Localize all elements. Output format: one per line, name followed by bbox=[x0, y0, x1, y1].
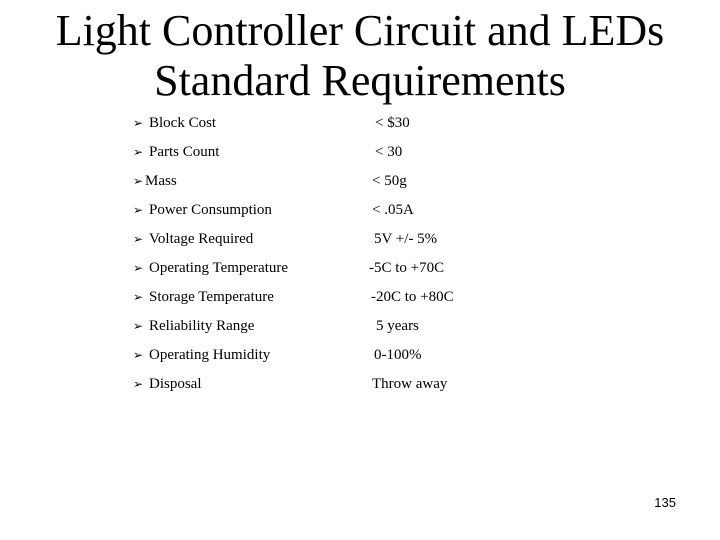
requirement-value: -5C to +70C bbox=[369, 260, 445, 276]
requirement-label: Reliability Range bbox=[149, 318, 255, 334]
requirement-row-operating-humidity bbox=[133, 345, 553, 374]
requirement-label: Operating Temperature bbox=[149, 260, 289, 276]
slide-title-line-2: Standard Requirements bbox=[154, 56, 566, 105]
arrow-bullet-icon: ➢ bbox=[133, 174, 144, 188]
requirement-value: < 50g bbox=[372, 173, 407, 189]
requirement-value: < .05A bbox=[372, 202, 414, 218]
requirement-label: Block Cost bbox=[149, 115, 217, 131]
arrow-bullet-icon: ➢ bbox=[133, 319, 144, 333]
requirement-label: Mass bbox=[145, 173, 177, 189]
requirement-row-operating-temperature bbox=[133, 258, 553, 287]
requirement-row-voltage-required bbox=[133, 229, 553, 258]
requirement-label: Voltage Required bbox=[149, 231, 254, 247]
requirement-label: Power Consumption bbox=[149, 202, 272, 218]
requirement-value: -20C to +80C bbox=[371, 289, 454, 305]
page-number: 135 bbox=[654, 495, 676, 510]
arrow-bullet-icon: ➢ bbox=[133, 145, 144, 159]
requirement-row-block-cost bbox=[133, 113, 553, 142]
arrow-bullet-icon: ➢ bbox=[133, 232, 144, 246]
requirement-value: < $30 bbox=[375, 115, 410, 131]
requirement-value: Throw away bbox=[372, 376, 448, 392]
requirement-value: 0-100% bbox=[374, 347, 422, 363]
arrow-bullet-icon: ➢ bbox=[133, 261, 144, 275]
requirement-label: Operating Humidity bbox=[149, 347, 271, 363]
requirements-list bbox=[133, 113, 553, 403]
requirement-label: Disposal bbox=[149, 376, 202, 392]
requirement-row-mass bbox=[133, 171, 553, 200]
requirement-value: 5 years bbox=[376, 318, 419, 334]
arrow-bullet-icon: ➢ bbox=[133, 290, 144, 304]
arrow-bullet-icon: ➢ bbox=[133, 348, 144, 362]
requirement-value: < 30 bbox=[375, 144, 403, 160]
requirement-row-reliability-range bbox=[133, 316, 553, 345]
requirement-value: 5V +/- 5% bbox=[374, 231, 438, 247]
arrow-bullet-icon: ➢ bbox=[133, 116, 144, 130]
requirement-label: Storage Temperature bbox=[149, 289, 274, 305]
arrow-bullet-icon: ➢ bbox=[133, 377, 144, 391]
slide-title-line-1: Light Controller Circuit and LEDs bbox=[55, 6, 665, 55]
slide-title bbox=[0, 6, 720, 106]
requirement-row-power-consumption bbox=[133, 200, 553, 229]
requirement-label: Parts Count bbox=[149, 144, 220, 160]
arrow-bullet-icon: ➢ bbox=[133, 203, 144, 217]
requirement-row-parts-count bbox=[133, 142, 553, 171]
requirement-row-disposal bbox=[133, 374, 553, 403]
requirement-row-storage-temperature bbox=[133, 287, 553, 316]
